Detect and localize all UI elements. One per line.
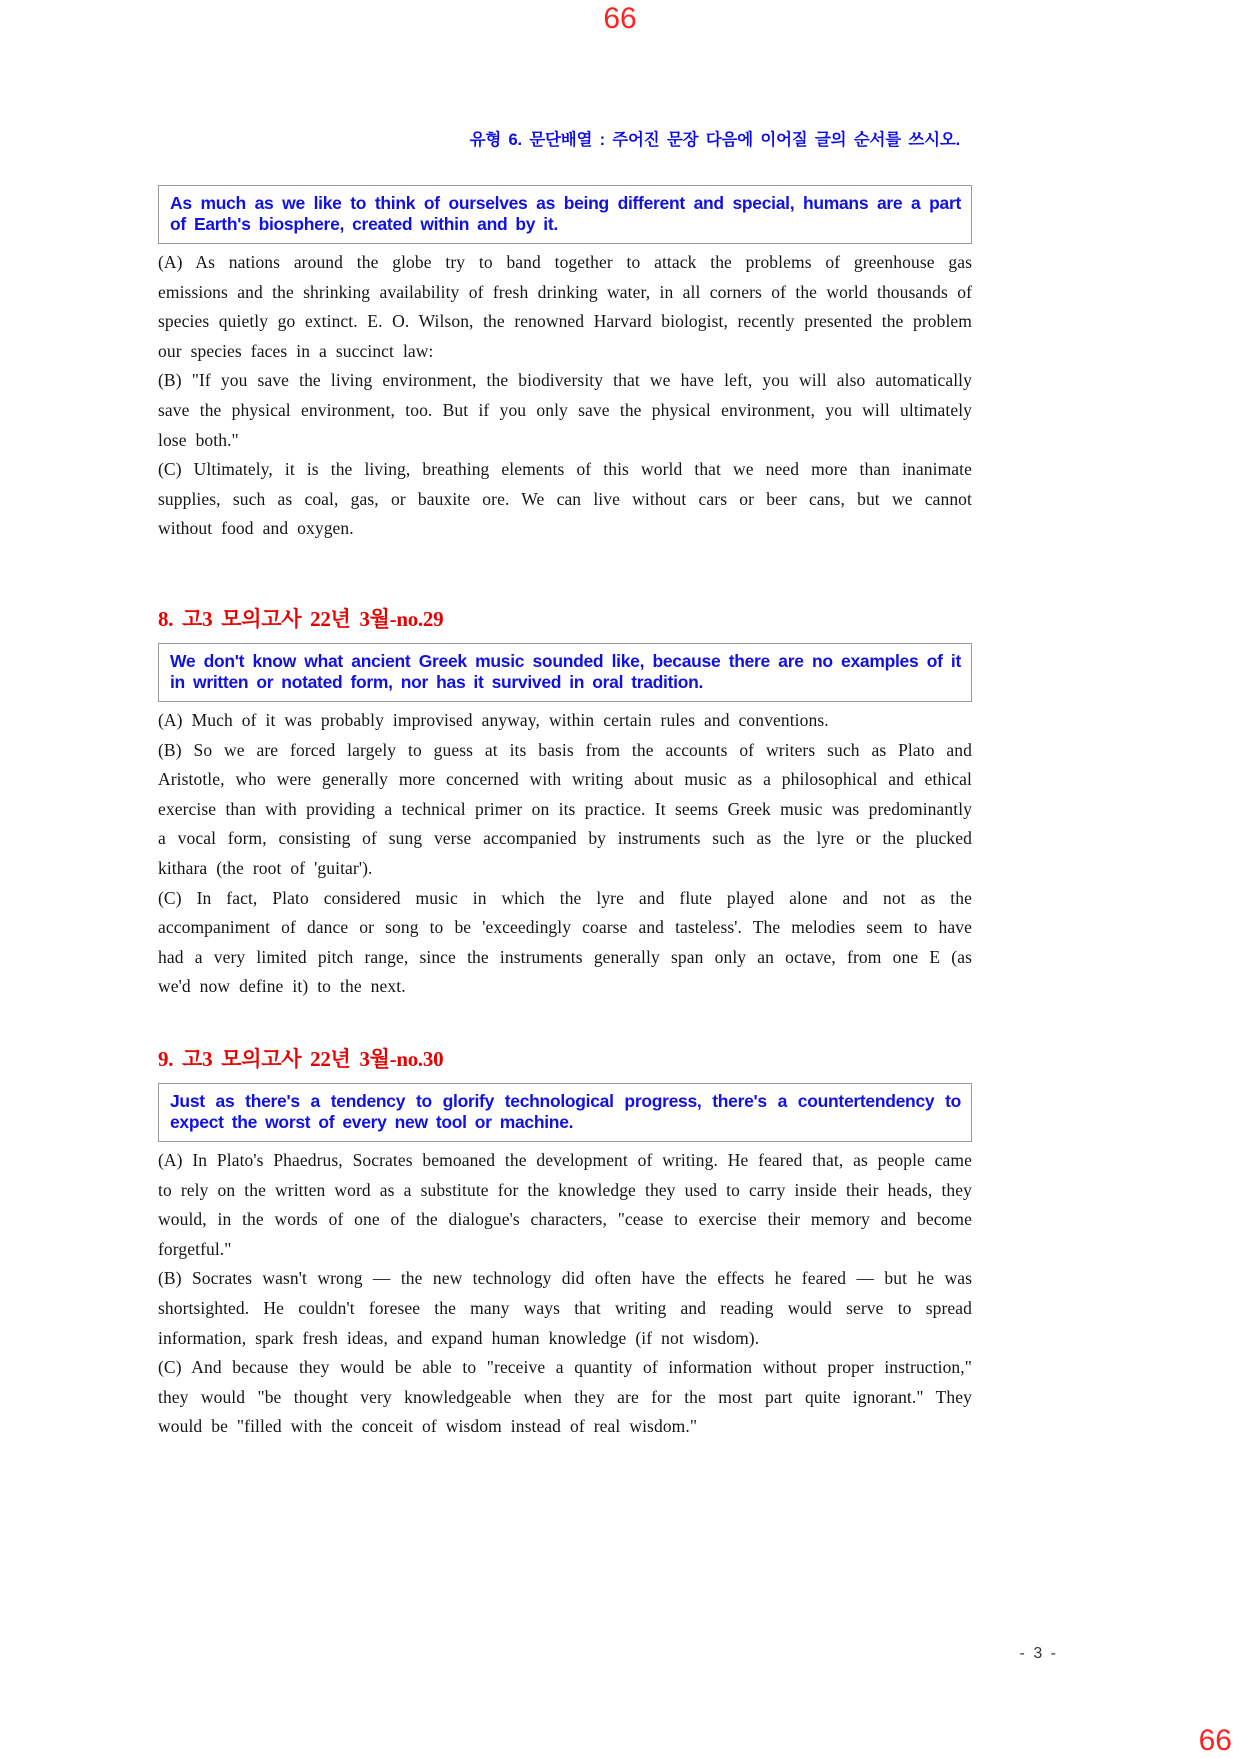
page-corner-number-top: 66 <box>603 2 637 35</box>
choice-paragraph-c: (C) Ultimately, it is the living, breathing elements of this world that we need more than inanimate supplies, such as coal, gas, or bauxite ore. We can live without cars or beer cans, but we cannot without food and oxygen. <box>158 459 972 539</box>
exercise-9-heading: 9. 고3 모의고사 22년 3월-no.30 <box>158 1047 444 1071</box>
exercise-8-heading: 8. 고3 모의고사 22년 3월-no.29 <box>158 607 444 631</box>
choice-paragraph-b: (B) So we are forced largely to guess at its basis from the accounts of writers such as Plato and Aristotle, who were generally more concerned with writing about music as a philosophical and ethical exercise than with providing a technical primer on its practice. It seems Greek music was predominantly a vocal form, consisting of sung verse accompanied by instruments such as the lyre or the plucked kithara (the root of 'guitar'). <box>158 739 972 878</box>
choice-paragraph-c: (C) And because they would be able to "receive a quantity of information without proper instruction," they would "be thought very knowledgeable when they are for the most part quite ignorant." They would be "filled with the conceit of wisdom instead of real wisdom." <box>158 1357 972 1437</box>
given-sentence-box <box>158 643 972 702</box>
question-type-instruction: 유형 6. 문단배열 : 주어진 문장 다음에 이어질 글의 순서를 쓰시오. <box>469 131 960 149</box>
exercise-first <box>158 185 972 544</box>
choice-paragraph-b: (B) Socrates wasn't wrong — the new technology did often have the effects he feared — but he was shortsighted. He couldn't foresee the many ways that writing and reading would serve to spread information, spark fresh ideas, and expand human knowledge (if not wisdom). <box>158 1268 972 1348</box>
choice-paragraph-a: (A) In Plato's Phaedrus, Socrates bemoaned the development of writing. He feared that, as people came to rely on the written word as a substitute for the knowledge they used to carry inside their heads, they would, in the words of one of the dialogue's characters, "cease to exercise their memory and become forgetful." <box>158 1150 972 1259</box>
given-sentence-box <box>158 1083 972 1142</box>
page-corner-number-bottom: 66 <box>1198 1724 1232 1757</box>
given-sentence-text: As much as we like to think of ourselves as being different and special, humans are a part of Earth's biosphere, created within and by it. <box>170 193 961 234</box>
choice-paragraph-b: (B) "If you save the living environment, the biodiversity that we have left, you will also automatically save the physical environment, too. But if you only save the physical environment, you will ultimately lose both." <box>158 370 972 450</box>
footer-page-number: - 3 - <box>1019 1645 1058 1662</box>
choice-paragraph-c: (C) In fact, Plato considered music in which the lyre and flute played alone and not as the accompaniment of dance or song to be 'exceedingly coarse and tasteless'. The melodies seem to have had a very limited pitch range, since the instruments generally span only an octave, from one E (as we'd now define it) to the next. <box>158 887 972 997</box>
choice-paragraph-a: (A) As nations around the globe try to band together to attack the problems of greenhouse gas emissions and the shrinking availability of fresh drinking water, in all corners of the world thousands of species quietly go extinct. E. O. Wilson, the renowned Harvard biologist, recently presented the problem our species faces in a succinct law: <box>158 252 972 361</box>
exercise-9 <box>158 1043 972 1442</box>
exercise-8 <box>158 603 972 1002</box>
given-sentence-text: We don't know what ancient Greek music sounded like, because there are no examples of it in written or notated form, nor has it survived in oral tradition. <box>170 651 961 692</box>
given-sentence-text: Just as there's a tendency to glorify technological progress, there's a countertendency to expect the worst of every new tool or machine. <box>170 1091 961 1132</box>
given-sentence-box <box>158 185 972 244</box>
choice-paragraph-a: (A) Much of it was probably improvised anyway, within certain rules and conventions. <box>158 710 829 730</box>
